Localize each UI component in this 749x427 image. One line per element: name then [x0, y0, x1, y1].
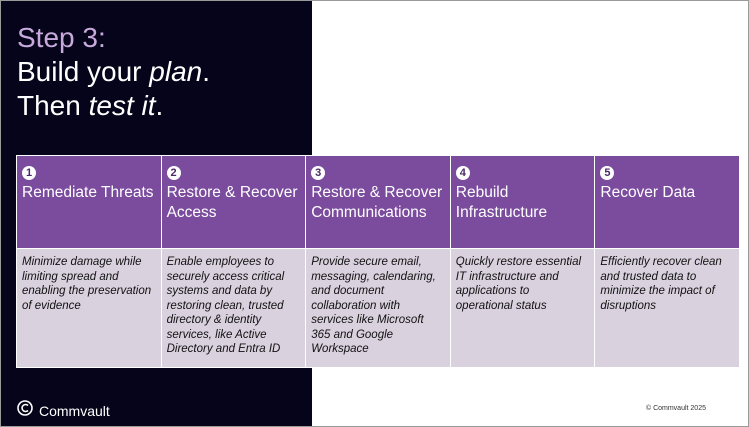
column-title: Restore & Recover Communications [311, 184, 443, 221]
heading-line-1: Build your plan. [17, 56, 211, 87]
heading-line-2: Then test it. [17, 90, 164, 121]
number-badge: 2 [167, 166, 181, 180]
table-header-row [17, 156, 740, 249]
column-title: Recover Data [600, 184, 696, 201]
number-badge: 1 [22, 166, 36, 180]
header-cell [161, 156, 306, 249]
step-label: Step 3: [17, 22, 106, 53]
description-cell: Minimize damage while limiting spread and enabling the preservation of evidence [17, 249, 162, 368]
plan-table [16, 155, 740, 368]
slide-heading [17, 21, 210, 123]
header-cell [595, 156, 740, 249]
description-cell: Provide secure email, messaging, calendaring, and document collaboration with services like Microsoft 365 and Google Workspace [306, 249, 451, 368]
number-badge: 4 [456, 166, 470, 180]
description-cell: Enable employees to securely access critical systems and data by restoring clean, trusted directory & identity services, like Active Directory and Entra ID [161, 249, 306, 368]
header-cell [450, 156, 595, 249]
copyright-notice: © Commvault 2025 [645, 405, 706, 412]
description-cell: Efficiently recover clean and trusted data to minimize the impact of disruptions [595, 249, 740, 368]
commvault-logo-icon [17, 400, 33, 421]
description-cell: Quickly restore essential IT infrastructure and applications to operational status [450, 249, 595, 368]
header-cell [17, 156, 162, 249]
column-title: Remediate Threats [22, 184, 154, 201]
header-cell [306, 156, 451, 249]
number-badge: 3 [311, 166, 325, 180]
commvault-logo [17, 400, 110, 421]
number-badge: 5 [600, 166, 614, 180]
column-title: Restore & Recover Access [166, 184, 298, 221]
column-title: Rebuild Infrastructure [455, 184, 548, 221]
logo-text: Commvault [39, 402, 110, 419]
table-body-row [17, 249, 740, 368]
